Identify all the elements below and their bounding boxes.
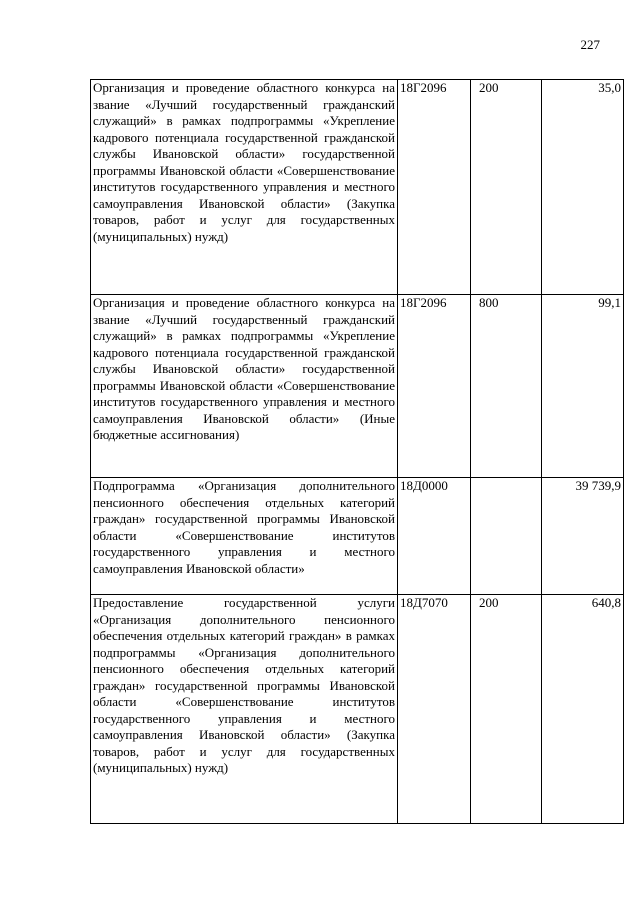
- target-code-cell: 18Г2096: [398, 80, 471, 295]
- expense-type-cell: 200: [471, 595, 542, 824]
- amount-cell: 99,1: [542, 295, 624, 478]
- item-name-cell: Организация и проведение областного конкурса на звание «Лучший государственный гражданский служащий» в рамках подпрограммы «Укрепление кадрового потенциала государственной гражданской службы Ивановской области» государственной программы Ивановской области «Совершенствование институтов государственного управления и местного самоуправления Ивановской области» (Иные бюджетные ассигнования): [91, 295, 398, 478]
- item-name-cell: Подпрограмма «Организация дополнительного пенсионного обеспечения отдельных категорий граждан» государственной программы Ивановской области «Совершенствование институтов государственного управления и местного самоуправления Ивановской области»: [91, 478, 398, 595]
- target-code-cell: 18Г2096: [398, 295, 471, 478]
- page-number: 227: [580, 37, 600, 52]
- amount-cell: 35,0: [542, 80, 624, 295]
- table-row: [91, 595, 624, 824]
- amount-cell: 640,8: [542, 595, 624, 824]
- table-row: [91, 80, 624, 295]
- expense-type-cell: [471, 478, 542, 595]
- target-code-cell: 18Д7070: [398, 595, 471, 824]
- target-code-cell: 18Д0000: [398, 478, 471, 595]
- item-name-cell: Организация и проведение областного конкурса на звание «Лучший государственный гражданский служащий» в рамках подпрограммы «Укрепление кадрового потенциала государственной гражданской службы Ивановской области» государственной программы Ивановской области «Совершенствование институтов государственного управления и местного самоуправления Ивановской области» (Закупка товаров, работ и услуг для государственных (муниципальных) нужд): [91, 80, 398, 295]
- item-name-cell: Предоставление государственной услуги «Организация дополнительного пенсионного обеспечения отдельных категорий граждан» в рамках подпрограммы «Организация дополнительного пенсионного обеспечения отдельных категорий граждан» государственной программы Ивановской области «Совершенствование институтов государственного управления и местного самоуправления Ивановской области» (Закупка товаров, работ и услуг для государственных (муниципальных) нужд): [91, 595, 398, 824]
- table-row: [91, 478, 624, 595]
- amount-cell: 39 739,9: [542, 478, 624, 595]
- expense-type-cell: 200: [471, 80, 542, 295]
- budget-table: [90, 79, 624, 824]
- table-row: [91, 295, 624, 478]
- expense-type-cell: 800: [471, 295, 542, 478]
